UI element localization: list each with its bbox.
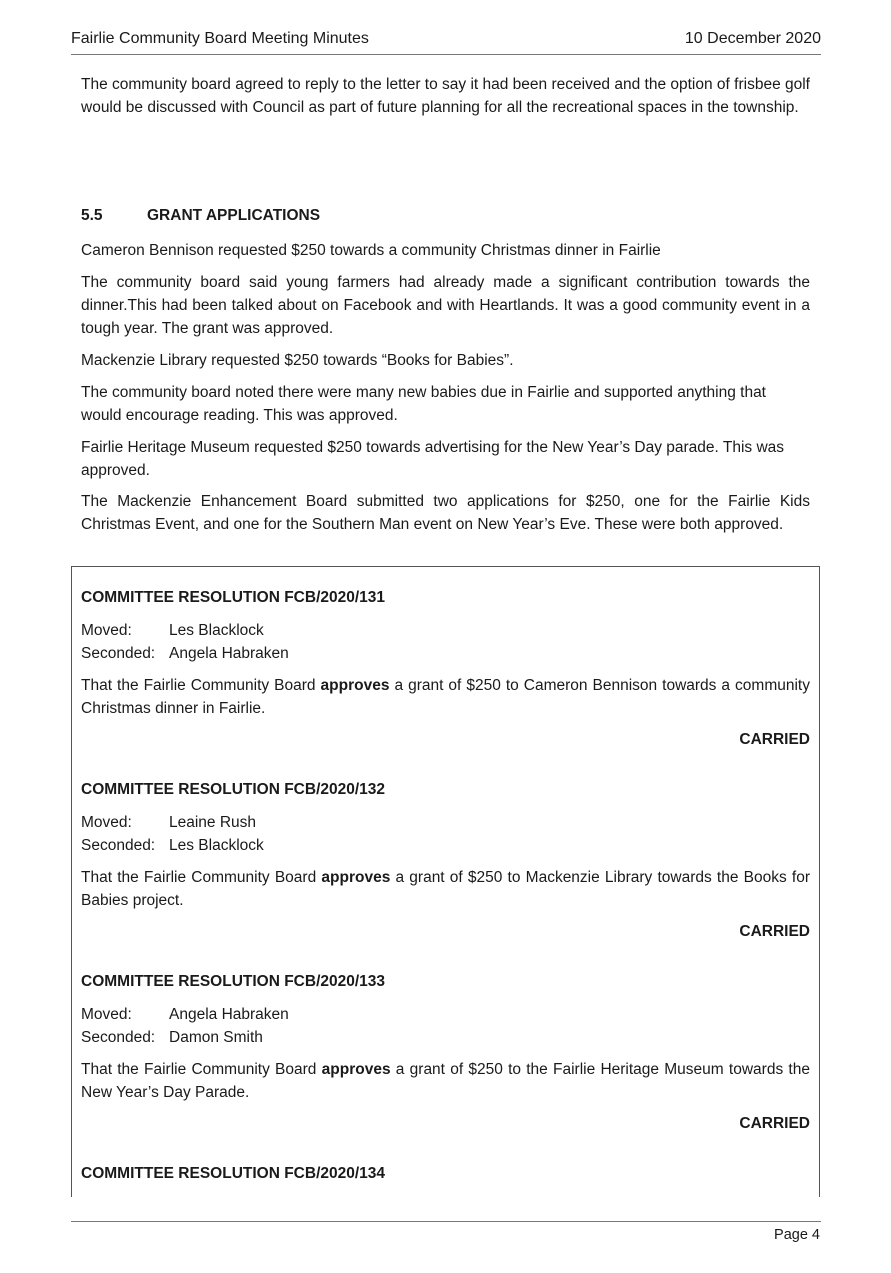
intro-paragraph: The community board agreed to reply to the letter to say it had been received and the option of frisbee golf would be discussed with Council as part of future planning for all the recreational spaces in the township. bbox=[81, 76, 810, 116]
moved-label: Moved: bbox=[81, 1006, 132, 1023]
meeting-date: 10 December 2020 bbox=[684, 30, 821, 47]
section-paragraph: Cameron Bennison requested $250 towards a community Christmas dinner in Fairlie bbox=[81, 242, 661, 259]
page-header bbox=[71, 30, 821, 55]
resolution-text: That the Fairlie Community Board approves a grant of $250 to the Fairlie Heritage Museum towards the New Year’s Day Parade. bbox=[81, 1061, 810, 1101]
section-paragraph: Mackenzie Library requested $250 towards “Books for Babies”. bbox=[81, 352, 514, 369]
moved-line bbox=[81, 811, 256, 834]
seconded-name: Les Blacklock bbox=[169, 837, 264, 854]
carried-status: CARRIED bbox=[739, 923, 810, 940]
section-paragraph: Fairlie Heritage Museum requested $250 towards advertising for the New Year’s Day parade. This was approved. bbox=[81, 439, 785, 479]
resolution-title: COMMITTEE RESOLUTION FCB/2020/132 bbox=[81, 781, 386, 798]
moved-label: Moved: bbox=[81, 814, 132, 831]
resolution-text: That the Fairlie Community Board approves a grant of $250 to Cameron Bennison towards a community Christmas dinner in Fairlie. bbox=[81, 677, 810, 717]
seconded-label: Seconded: bbox=[81, 837, 156, 854]
section-title: GRANT APPLICATIONS bbox=[147, 207, 321, 224]
carried-status: CARRIED bbox=[739, 731, 810, 748]
section-heading bbox=[81, 207, 320, 225]
seconded-label: Seconded: bbox=[81, 645, 156, 662]
section-paragraph: The community board said young farmers had already made a significant contribution towards the dinner.This had been talked about on Facebook and with Heartlands. It was a good community event in a tough year. The grant was approved. bbox=[81, 274, 810, 337]
document-title: Fairlie Community Board Meeting Minutes bbox=[71, 30, 369, 47]
seconded-line bbox=[81, 642, 289, 665]
resolution-title: COMMITTEE RESOLUTION FCB/2020/134 bbox=[81, 1165, 386, 1182]
seconded-line bbox=[81, 834, 264, 857]
seconded-line bbox=[81, 1026, 263, 1049]
moved-line bbox=[81, 619, 264, 642]
carried-status: CARRIED bbox=[739, 1115, 810, 1132]
moved-line bbox=[81, 1003, 289, 1026]
seconded-name: Damon Smith bbox=[169, 1029, 263, 1046]
resolution-title: COMMITTEE RESOLUTION FCB/2020/131 bbox=[81, 589, 386, 606]
seconded-name: Angela Habraken bbox=[169, 645, 289, 662]
resolution-title: COMMITTEE RESOLUTION FCB/2020/133 bbox=[81, 973, 386, 990]
moved-name: Leaine Rush bbox=[169, 814, 257, 831]
moved-name: Angela Habraken bbox=[169, 1006, 289, 1023]
resolution-text: That the Fairlie Community Board approves a grant of $250 to Mackenzie Library towards the Books for Babies project. bbox=[81, 869, 810, 909]
moved-label: Moved: bbox=[81, 622, 132, 639]
section-paragraph: The community board noted there were many new babies due in Fairlie and supported anything that would encourage reading. This was approved. bbox=[81, 384, 766, 424]
moved-name: Les Blacklock bbox=[169, 622, 264, 639]
page-number: Page 4 bbox=[774, 1227, 820, 1243]
seconded-label: Seconded: bbox=[81, 1029, 156, 1046]
section-number: 5.5 bbox=[81, 207, 103, 224]
footer-divider bbox=[71, 1221, 821, 1222]
section-paragraph: The Mackenzie Enhancement Board submitted two applications for $250, one for the Fairlie Kids Christmas Event, and one for the Southern Man event on New Year’s Eve. These were both approved. bbox=[81, 493, 810, 533]
